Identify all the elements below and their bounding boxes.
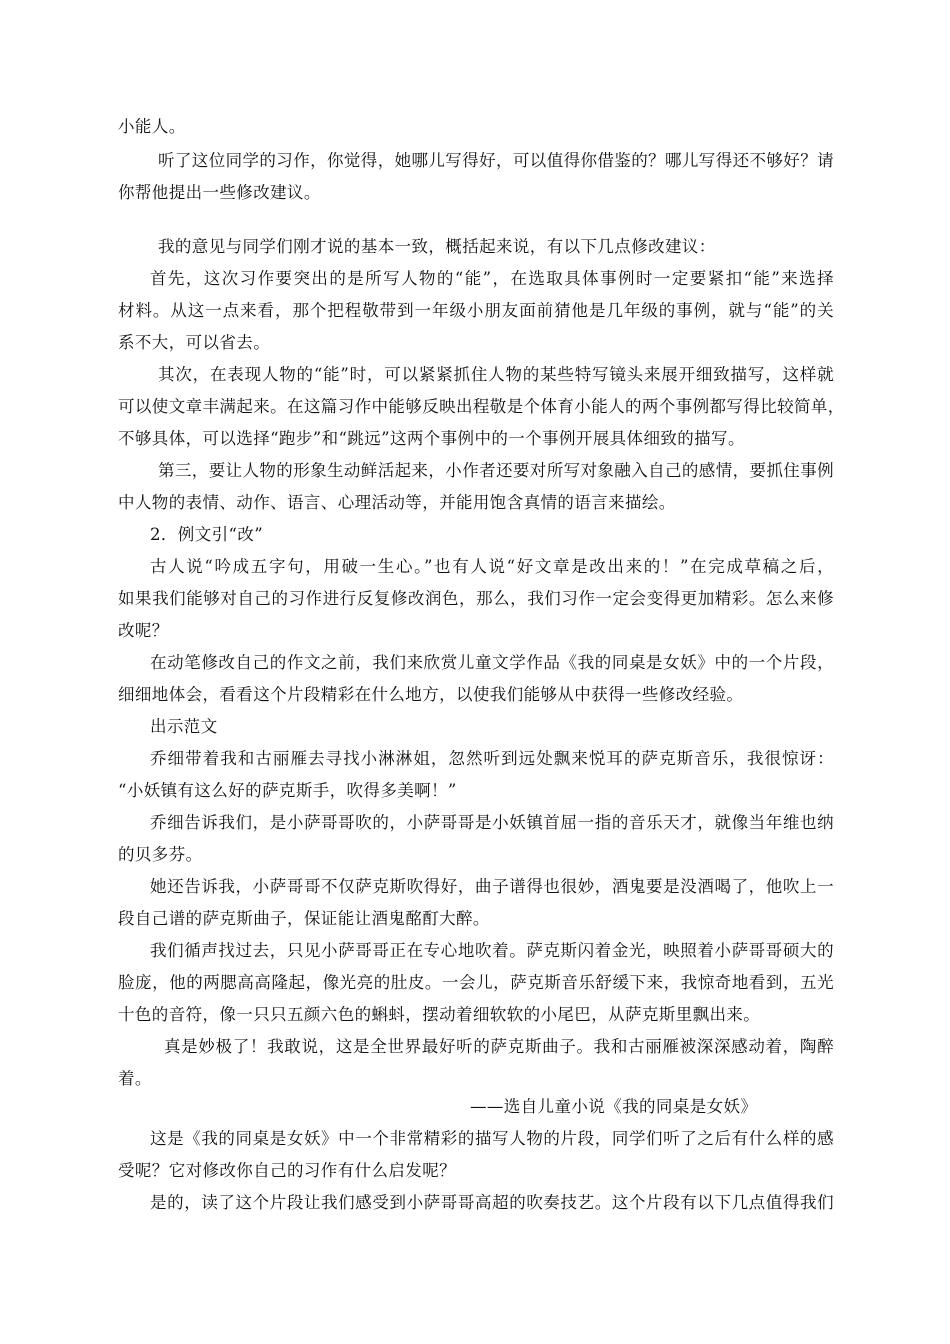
text-line: 听了这位同学的习作，你觉得，她哪儿写得好，可以值得你借鉴的？哪儿写得还不够好？请 [158, 151, 834, 170]
text-line: 小能人。 [118, 117, 186, 136]
text-line: 可以使文章丰满起来。在这篇习作中能够反映出程敬是个体育小能人的两个事例都写得比较简单， [118, 397, 845, 416]
text-line: 其次，在表现人物的“能”时，可以紧紧抓住人物的某些特写镜头来展开细致描写，这样就 [158, 365, 834, 384]
text-line: 不够具体，可以选择“跑步”和“跳远”这两个事例中的一个事例开展具体细致的描写。 [118, 429, 745, 448]
text-line: 脸庞，他的两腮高高隆起，像光亮的肚皮。一会儿，萨克斯音乐舒缓下来，我惊奇地看到，五光 [118, 973, 834, 992]
text-line: 受呢？它对修改你自己的习作有什么启发呢？ [118, 1161, 456, 1180]
text-line: 在动笔修改自己的作文之前，我们来欣赏儿童文学作品《我的同桌是女妖》中的一个片段， [150, 653, 834, 672]
source-citation: ——选自儿童小说《我的同桌是女妖》 [470, 1097, 758, 1116]
section-heading: 2．例文引“改” [150, 525, 264, 544]
text-line: 首先，这次习作要突出的是所写人物的“能”，在选取具体事例时一定要紧扣“能”来选择 [150, 269, 834, 288]
text-line: 中人物的表情、动作、语言、心理活动等，并能用饱含真情的语言来描绘。 [118, 493, 676, 512]
text-line: 我的意见与同学们刚才说的基本一致，概括起来说，有以下几点修改建议： [158, 237, 716, 256]
text-line: 是的，读了这个片段让我们感受到小萨哥哥高超的吹奏技艺。这个片段有以下几点值得我们 [150, 1193, 834, 1212]
text-line: 真是妙极了！我敢说，这是全世界最好听的萨克斯曲子。我和古丽雁被深深感动着，陶醉 [164, 1037, 834, 1056]
text-line: 如果我们能够对自己的习作进行反复修改润色，那么，我们习作一定会变得更加精彩。怎么来修 [118, 589, 834, 608]
text-line: 你帮他提出一些修改建议。 [118, 183, 321, 202]
text-line: 改呢？ [118, 621, 169, 640]
text-line: 乔细带着我和古丽雁去寻找小淋淋姐，忽然听到远处飘来悦耳的萨克斯音乐，我很惊讶： [150, 749, 834, 768]
text-line: 十色的音符，像一只只五颜六色的蝌蚪，摆动着细软软的小尾巴，从萨克斯里飘出来。 [118, 1005, 761, 1024]
text-line: 第三，要让人物的形象生动鲜活起来，小作者还要对所写对象融入自己的感情，要抓住事例 [158, 461, 834, 480]
text-line: 细细地体会，看看这个片段精彩在什么地方，以使我们能够从中获得一些修改经验。 [118, 685, 744, 704]
text-line: 材料。从这一点来看，那个把程敬带到一年级小朋友面前猜他是几年级的事例，就与“能”的关 [118, 301, 834, 320]
text-line: “小妖镇有这么好的萨克斯手，吹得多美啊！” [118, 781, 457, 800]
text-line: 出示范文 [150, 717, 218, 736]
text-line: 着。 [118, 1069, 152, 1088]
text-line: 乔细告诉我们，是小萨哥哥吹的，小萨哥哥是小妖镇首屈一指的音乐天才，就像当年维也纳 [150, 813, 834, 832]
text-line: 段自己谱的萨克斯曲子，保证能让酒鬼酩酊大醉。 [118, 909, 490, 928]
text-line: 我们循声找过去，只见小萨哥哥正在专心地吹着。萨克斯闪着金光，映照着小萨哥哥硕大的 [150, 941, 834, 960]
text-line: 这是《我的同桌是女妖》中一个非常精彩的描写人物的片段，同学们听了之后有什么样的感 [150, 1129, 834, 1148]
text-line: 的贝多芬。 [118, 845, 203, 864]
text-line: 她还告诉我，小萨哥哥不仅萨克斯吹得好，曲子谱得也很妙，酒鬼要是没酒喝了，他吹上一 [150, 877, 834, 896]
text-line: 古人说“吟成五字句，用破一生心。”也有人说“好文章是改出来的！”在完成草稿之后， [150, 557, 834, 576]
text-line: 系不大，可以省去。 [118, 333, 271, 352]
